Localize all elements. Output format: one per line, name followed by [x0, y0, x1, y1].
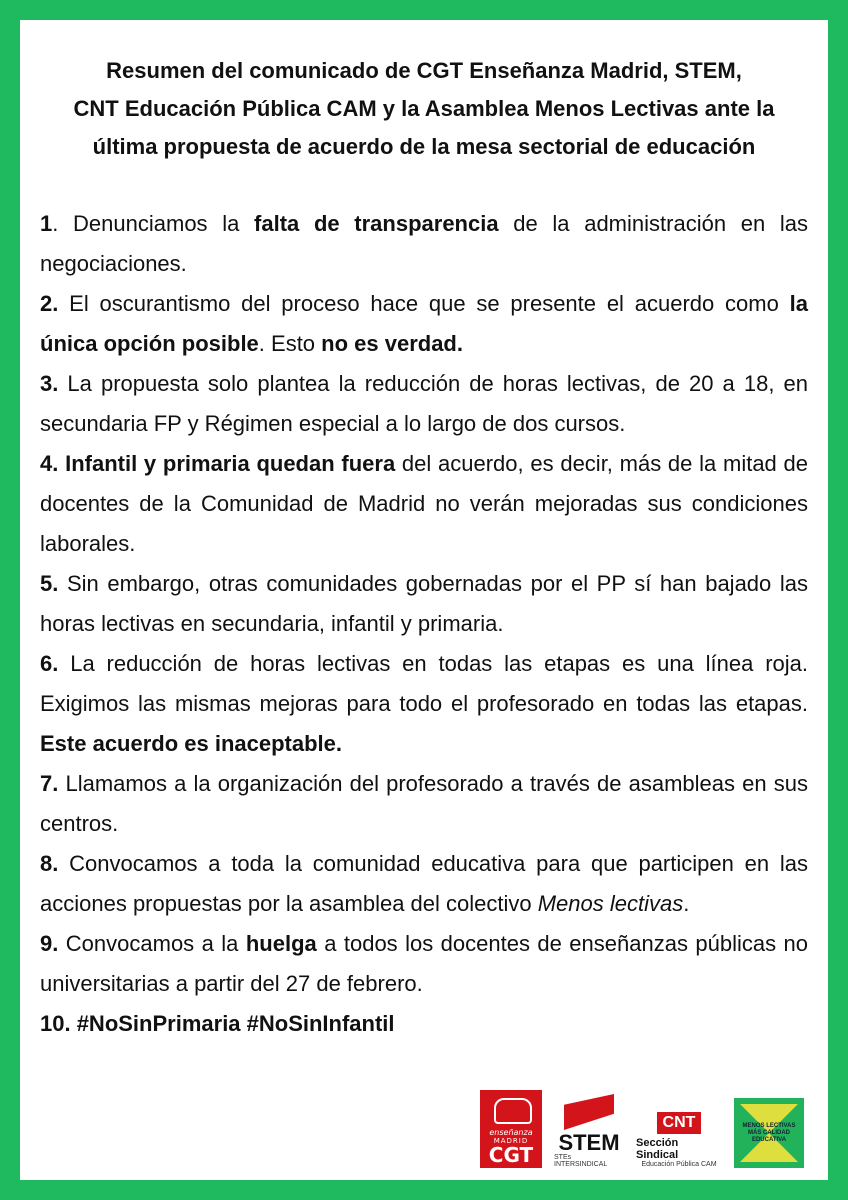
flag-icon [564, 1094, 614, 1130]
point-10-hashtags: 10. #NoSinPrimaria #NoSinInfantil [40, 1011, 395, 1036]
point-8: 8. Convocamos a toda la comunidad educativa para que participen en las acciones propuestas por la asamblea del colectivo Menos lectivas. [40, 851, 808, 916]
point-3: 3. La propuesta solo plantea la reducción de horas lectivas, de 20 a 18, en secundaria FP y Régimen especial a lo largo de dos cursos. [40, 371, 808, 436]
document-title [40, 52, 808, 166]
point-1: 1. Denunciamos la falta de transparencia de la administración en las negociaciones. [40, 211, 808, 276]
point-2: 2. El oscurantismo del proceso hace que se presente el acuerdo como la única opción posible. Esto no es verdad. [40, 291, 808, 356]
title-line-3: última propuesta de acuerdo de la mesa sectorial de educación [92, 134, 756, 159]
points-list [40, 204, 808, 1044]
title-line-1: Resumen del comunicado de CGT Enseñanza Madrid, STEM, [106, 58, 742, 83]
point-6: 6. La reducción de horas lectivas en todas las etapas es una línea roja. Exigimos las mismas mejoras para todo el profesorado en todas las etapas. Este acuerdo es inaceptable. [40, 651, 808, 756]
title-line-2: CNT Educación Pública CAM y la Asamblea Menos Lectivas ante la [73, 96, 775, 121]
fist-icon [494, 1098, 532, 1124]
point-5: 5. Sin embargo, otras comunidades gobernadas por el PP sí han bajado las horas lectivas en secundaria, infantil y primaria. [40, 571, 808, 636]
document-page [20, 20, 828, 1180]
logos-row [480, 1090, 804, 1168]
point-9: 9. Convocamos a la huelga a todos los docentes de enseñanzas públicas no universitarias a partir del 27 de febrero. [40, 931, 809, 996]
point-4: 4. Infantil y primaria quedan fuera del acuerdo, es decir, más de la mitad de docentes de la Comunidad de Madrid no verán mejoradas sus condiciones laborales. [40, 451, 808, 556]
cnt-logo: CNT Sección Sindical Educación Pública CAM [636, 1114, 717, 1168]
menos-lectivas-logo: MENOS LECTIVAS MÁS CALIDAD EDUCATIVA [734, 1098, 804, 1168]
cgt-logo: enseñanza MADRID CGT [480, 1090, 542, 1168]
stem-logo: STEM STEs INTERSINDICAL [554, 1090, 624, 1168]
point-7: 7. Llamamos a la organización del profesorado a través de asambleas en sus centros. [40, 771, 808, 836]
